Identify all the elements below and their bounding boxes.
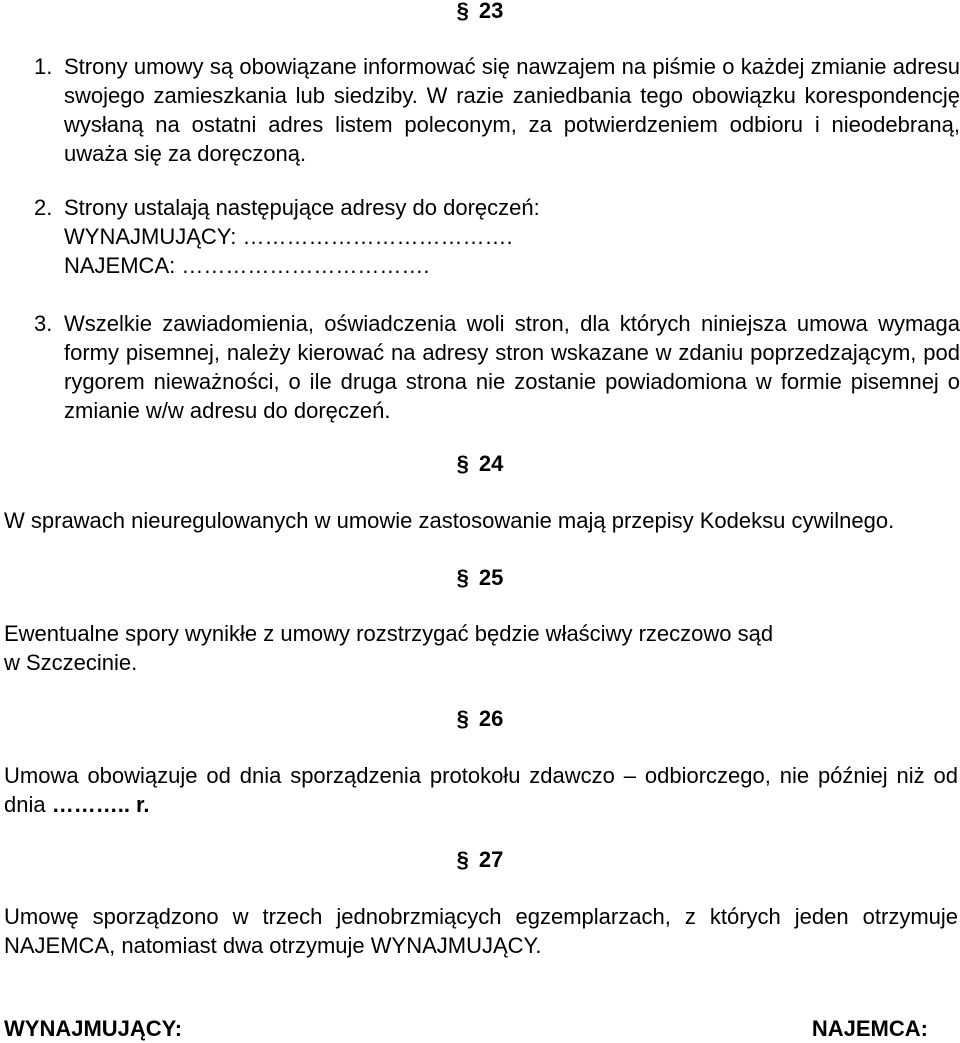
paragraph-23-1 xyxy=(34,52,960,168)
section-number: 24 xyxy=(478,451,504,476)
section-sign: § xyxy=(456,0,469,23)
section-number: 23 xyxy=(478,0,504,23)
paragraph-text: Umowę sporządzono w trzech jednobrzmiących egzemplarzach, z których jeden otrzymuje NAJEMCA, natomiast dwa otrzymuje WYNAJMUJĄCY. xyxy=(4,904,958,958)
paragraph-24 xyxy=(4,506,958,535)
item-text: Wszelkie zawiadomienia, oświadczenia woli stron, dla których niniejsza umowa wymaga formy pisemnej, należy kierować na adresy stron wskazane w zdaniu poprzedzającym, pod rygorem nieważności, o ile druga strona nie zostanie powiadomiona w formie pisemnej o zmianie w/w adresu do doręczeń. xyxy=(64,311,960,423)
section-heading-25 xyxy=(0,563,960,592)
section-heading-27 xyxy=(0,845,960,874)
section-sign: § xyxy=(456,706,469,731)
section-number: 27 xyxy=(478,847,504,872)
signature-tenant: NAJEMCA: xyxy=(811,1016,928,1041)
tenant-address-line: NAJEMCA: ……………………………. xyxy=(64,253,430,278)
landlord-address-line: WYNAJMUJĄCY: ………………………………. xyxy=(64,224,513,249)
signature-landlord: WYNAJMUJĄCY: xyxy=(4,1016,183,1041)
item-text: Strony ustalają następujące adresy do doręczeń: xyxy=(64,195,540,220)
paragraph-23-3 xyxy=(34,309,960,425)
section-number: 25 xyxy=(478,565,504,590)
item-text: Strony umowy są obowiązane informować się nawzajem na piśmie o każdej zmianie adresu swojego zamieszkania lub siedziby. W razie zaniedbania tego obowiązku korespondencję wysłaną na ostatni adres listem poleconym, za potwierdzeniem odbioru i nieodebraną, uważa się za doręczoną. xyxy=(64,54,960,166)
item-number: 2. xyxy=(34,195,53,220)
paragraph-26 xyxy=(4,761,958,819)
section-sign: § xyxy=(456,847,469,872)
section-heading-26 xyxy=(0,704,960,733)
paragraph-text: Umowa obowiązuje od dnia sporządzenia protokołu zdawczo – odbiorczego, nie później niż od dnia xyxy=(4,763,958,817)
date-placeholder: ……….. r. xyxy=(51,792,150,817)
section-number: 26 xyxy=(478,706,504,731)
section-sign: § xyxy=(456,451,469,476)
section-heading-24 xyxy=(0,449,960,478)
section-heading-23 xyxy=(0,0,960,25)
section-sign: § xyxy=(456,565,469,590)
paragraph-text-line: Ewentualne spory wynikłe z umowy rozstrzygać będzie właściwy rzeczowo sąd xyxy=(4,621,774,646)
paragraph-text-line: w Szczecinie. xyxy=(4,650,138,675)
paragraph-text: W sprawach nieuregulowanych w umowie zastosowanie mają przepisy Kodeksu cywilnego. xyxy=(4,508,895,533)
paragraph-23-2 xyxy=(34,193,960,280)
paragraph-25 xyxy=(4,619,958,677)
item-number: 3. xyxy=(34,311,53,336)
paragraph-27 xyxy=(4,902,958,960)
item-number: 1. xyxy=(34,54,53,79)
